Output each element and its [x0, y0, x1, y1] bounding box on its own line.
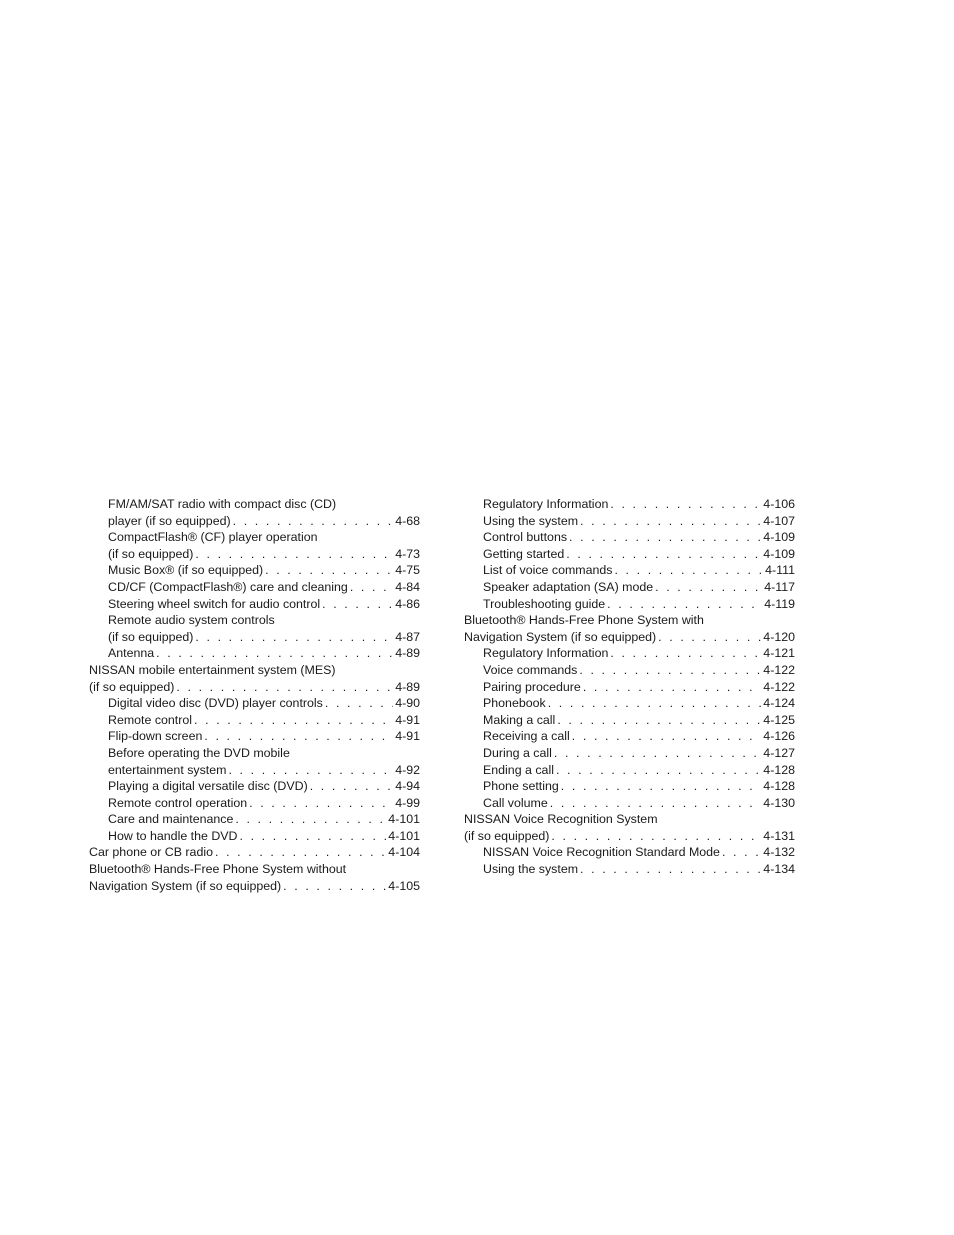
toc-page-number[interactable]: 4-117: [764, 579, 795, 594]
toc-entry-title: Bluetooth® Hands-Free Phone System with: [464, 613, 704, 628]
toc-entry-ending-a-call[interactable]: [464, 762, 795, 779]
toc-entry-before-operating-the-dvd-mobile-entertainment-system[interactable]: [89, 745, 420, 778]
toc-entry-title: (if so equipped): [108, 546, 194, 561]
toc-page-number[interactable]: 4-99: [395, 795, 420, 810]
toc-entry-nissan-mobile-entertainment-system-mes-if-so-equipped[interactable]: [89, 662, 420, 695]
toc-entry-line: [108, 579, 420, 596]
toc-entry-line: [108, 562, 420, 579]
toc-entry-line: [89, 844, 420, 861]
toc-entry-line: [108, 596, 420, 613]
toc-entry-line: [89, 861, 420, 878]
dot-leader: [722, 844, 761, 861]
toc-entry-during-a-call[interactable]: [464, 745, 795, 762]
toc-entry-title: Ending a call: [483, 762, 554, 777]
toc-page-number[interactable]: 4-106: [763, 497, 795, 511]
toc-entry-bluetooth-hands-free-phone-system-without-navigation-system-if-so-equipped[interactable]: [89, 861, 420, 894]
toc-entry-using-the-system[interactable]: [464, 513, 795, 530]
dot-leader: [265, 562, 393, 579]
dot-leader: [583, 679, 761, 696]
toc-entry-line: [483, 695, 795, 712]
toc-entry-digital-video-disc-dvd-player-controls[interactable]: [89, 695, 420, 712]
dot-leader: [554, 745, 761, 762]
toc-page-number[interactable]: 4-86: [395, 596, 420, 611]
dot-leader: [572, 728, 762, 745]
dot-leader: [550, 795, 762, 812]
dot-leader: [325, 695, 393, 712]
toc-entry-remote-control-operation[interactable]: [89, 795, 420, 812]
toc-entry-line: [483, 579, 795, 596]
dot-leader: [283, 878, 386, 895]
toc-page-number[interactable]: 4-92: [395, 762, 420, 777]
dot-leader: [610, 496, 761, 513]
toc-entry-line: [108, 745, 420, 762]
toc-entry-title: Phonebook: [483, 696, 546, 711]
dot-leader: [580, 513, 761, 530]
toc-page-number[interactable]: 4-107: [763, 513, 795, 528]
toc-entry-line: [108, 629, 420, 646]
toc-entry-line: [108, 645, 420, 662]
toc-entry-title: Antenna: [108, 646, 155, 661]
toc-page-number[interactable]: 4-104: [388, 845, 420, 860]
dot-leader: [561, 778, 762, 795]
toc-entry-line: [483, 662, 795, 679]
toc-entry-line: [483, 562, 795, 579]
toc-entry-title: Playing a digital versatile disc (DVD): [108, 779, 308, 794]
toc-page-number[interactable]: 4-120: [763, 629, 795, 644]
dot-leader: [235, 811, 386, 828]
toc-entry-title: Music Box® (if so equipped): [108, 563, 264, 578]
toc-entry-line: [464, 811, 795, 828]
toc-entry-title: Control buttons: [483, 530, 568, 545]
toc-entry-line: [483, 844, 795, 861]
dot-leader: [195, 629, 393, 646]
toc-entry-line: [483, 762, 795, 779]
toc-entry-line: [483, 728, 795, 745]
toc-entry-line: [483, 745, 795, 762]
toc-entry-title: Bluetooth® Hands-Free Phone System without: [89, 862, 347, 877]
toc-entry-line: [108, 529, 420, 546]
toc-page-number[interactable]: 4-122: [763, 679, 795, 694]
toc-entry-title: Remote control: [108, 712, 193, 727]
toc-page-number[interactable]: 4-94: [395, 779, 420, 794]
toc-entry-music-box-if-so-equipped[interactable]: [89, 562, 420, 579]
toc-entry-title: Phone setting: [483, 779, 559, 794]
dot-leader: [548, 695, 762, 712]
toc-page-number[interactable]: 4-75: [395, 563, 420, 578]
toc-entry-title: Regulatory Information: [483, 646, 609, 661]
toc-entry-title: (if so equipped): [464, 828, 550, 843]
toc-entry-line: [483, 645, 795, 662]
toc-page-number[interactable]: 4-128: [763, 779, 795, 794]
toc-entry-line: [483, 712, 795, 729]
toc-entry-speaker-adaptation-sa-mode[interactable]: [464, 579, 795, 596]
dot-leader: [551, 828, 761, 845]
toc-entry-title: Navigation System (if so equipped): [89, 878, 282, 893]
toc-column-left: [89, 496, 420, 894]
dot-leader: [204, 728, 393, 745]
toc-entry-receiving-a-call[interactable]: [464, 728, 795, 745]
toc-page-number[interactable]: 4-109: [763, 530, 795, 545]
toc-entry-playing-a-digital-versatile-disc-dvd[interactable]: [89, 778, 420, 795]
toc-entry-making-a-call[interactable]: [464, 712, 795, 729]
toc-entry-title: Steering wheel switch for audio control: [108, 596, 321, 611]
toc-entry-regulatory-information[interactable]: [464, 645, 795, 662]
toc-column-right: [464, 496, 795, 878]
toc-entry-list-of-voice-commands[interactable]: [464, 562, 795, 579]
toc-entry-title: (if so equipped): [89, 679, 175, 694]
toc-entry-car-phone-or-cb-radio[interactable]: [89, 844, 420, 861]
dot-leader: [580, 861, 761, 878]
toc-entry-title: Remote control operation: [108, 795, 248, 810]
toc-page-number[interactable]: 4-105: [388, 878, 420, 893]
toc-entry-title: Receiving a call: [483, 729, 570, 744]
toc-entry-line: [464, 612, 795, 629]
dot-leader: [655, 579, 762, 596]
dot-leader: [566, 546, 761, 563]
toc-entry-line: [108, 496, 420, 513]
toc-entry-control-buttons[interactable]: [464, 529, 795, 546]
toc-entry-getting-started[interactable]: [464, 546, 795, 563]
toc-entry-line: [108, 728, 420, 745]
toc-entry-title: Speaker adaptation (SA) mode: [483, 579, 654, 594]
toc-page-number[interactable]: 4-68: [395, 513, 420, 528]
toc-entry-steering-wheel-switch-for-audio-control[interactable]: [89, 596, 420, 613]
toc-entry-nissan-voice-recognition-standard-mode[interactable]: [464, 844, 795, 861]
dot-leader: [556, 762, 761, 779]
toc-entry-flip-down-screen[interactable]: [89, 728, 420, 745]
dot-leader: [240, 828, 387, 845]
dot-leader: [658, 629, 761, 646]
dot-leader: [176, 679, 393, 696]
dot-leader: [557, 712, 761, 729]
toc-entry-title: player (if so equipped): [108, 513, 231, 528]
toc-page-number[interactable]: 4-89: [395, 679, 420, 694]
toc-entry-line: [108, 795, 420, 812]
toc-page-number[interactable]: 4-119: [764, 596, 795, 611]
toc-entry-call-volume[interactable]: [464, 795, 795, 812]
toc-entry-title: Digital video disc (DVD) player controls: [108, 696, 323, 711]
toc-entry-using-the-system[interactable]: [464, 861, 795, 878]
toc-page-number[interactable]: 4-84: [395, 579, 420, 594]
toc-entry-cd-cf-compactflash-care-and-cleaning[interactable]: [89, 579, 420, 596]
dot-leader: [195, 546, 393, 563]
toc-entry-line: [108, 778, 420, 795]
toc-entry-title: Before operating the DVD mobile: [108, 745, 290, 760]
toc-entry-compactflash-cf-player-operation-if-so-equipped[interactable]: [89, 529, 420, 562]
toc-page-number[interactable]: 4-91: [395, 729, 420, 744]
toc-entry-title: Making a call: [483, 712, 556, 727]
toc-entry-line: [108, 695, 420, 712]
dot-leader: [194, 712, 393, 729]
toc-page-number[interactable]: 4-128: [763, 762, 795, 777]
toc-page-number[interactable]: 4-101: [388, 828, 420, 843]
toc-entry-title: Call volume: [483, 795, 548, 810]
toc-entry-regulatory-information[interactable]: [464, 496, 795, 513]
toc-entry-line: [483, 513, 795, 530]
toc-entry-title: How to handle the DVD: [108, 828, 238, 843]
toc-entry-title: Pairing procedure: [483, 679, 581, 694]
toc-entry-phonebook[interactable]: [464, 695, 795, 712]
toc-entry-title: Using the system: [483, 862, 579, 877]
toc-entry-phone-setting[interactable]: [464, 778, 795, 795]
toc-entry-line: [89, 679, 420, 696]
dot-leader: [310, 778, 393, 795]
dot-leader: [233, 513, 394, 530]
toc-page-number[interactable]: 4-87: [395, 629, 420, 644]
toc-entry-title: NISSAN Voice Recognition Standard Mode: [483, 845, 720, 860]
toc-entry-line: [108, 546, 420, 563]
toc-page-number[interactable]: 4-130: [763, 795, 795, 810]
toc-entry-title: Car phone or CB radio: [89, 845, 213, 860]
toc-entry-title: Remote audio system controls: [108, 613, 275, 628]
toc-entry-line: [108, 513, 420, 530]
toc-entry-title: Troubleshooting guide: [483, 596, 606, 611]
toc-entry-troubleshooting-guide[interactable]: [464, 596, 795, 613]
toc-entry-bluetooth-hands-free-phone-system-with-navigation-system-if-so-equipped[interactable]: [464, 612, 795, 645]
dot-leader: [350, 579, 393, 596]
toc-entry-line: [89, 878, 420, 895]
toc-entry-care-and-maintenance[interactable]: [89, 811, 420, 828]
toc-entry-title: Care and maintenance: [108, 812, 234, 827]
toc-entry-line: [483, 795, 795, 812]
toc-page-number[interactable]: 4-134: [763, 862, 795, 877]
toc-entry-title: Getting started: [483, 546, 565, 561]
toc-entry-line: [483, 861, 795, 878]
toc-entry-line: [89, 662, 420, 679]
toc-entry-title: Using the system: [483, 513, 579, 528]
toc-page-number[interactable]: 4-101: [388, 812, 420, 827]
dot-leader: [322, 596, 393, 613]
toc-entry-voice-commands[interactable]: [464, 662, 795, 679]
toc-entry-remote-audio-system-controls-if-so-equipped[interactable]: [89, 612, 420, 645]
dot-leader: [579, 662, 761, 679]
toc-entry-title: Flip-down screen: [108, 729, 203, 744]
toc-entry-title: CD/CF (CompactFlash®) care and cleaning: [108, 579, 348, 594]
toc-entry-title: NISSAN mobile entertainment system (MES): [89, 662, 336, 677]
toc-entry-line: [108, 811, 420, 828]
toc-entry-line: [483, 546, 795, 563]
toc-entry-title: Regulatory Information: [483, 497, 609, 511]
toc-page-number[interactable]: 4-109: [763, 546, 795, 561]
dot-leader: [607, 596, 762, 613]
toc-entry-title: Navigation System (if so equipped): [464, 629, 657, 644]
toc-entry-line: [483, 596, 795, 613]
toc-page-number[interactable]: 4-73: [395, 546, 420, 561]
toc-page-number[interactable]: 4-91: [395, 712, 420, 727]
toc-page-number[interactable]: 4-90: [395, 696, 420, 711]
toc-entry-title: During a call: [483, 745, 552, 760]
toc-entry-line: [108, 762, 420, 779]
toc-entry-line: [464, 629, 795, 646]
toc-page-number[interactable]: 4-111: [765, 563, 795, 578]
toc-entry-antenna[interactable]: [89, 645, 420, 662]
toc-entry-line: [108, 828, 420, 845]
toc-entry-fm-am-sat-radio-with-compact-disc-cd-player-if-so-equipped[interactable]: [89, 496, 420, 529]
toc-entry-title: NISSAN Voice Recognition System: [464, 812, 658, 827]
toc-entry-nissan-voice-recognition-system-if-so-equipped[interactable]: [464, 811, 795, 844]
toc-entry-pairing-procedure[interactable]: [464, 679, 795, 696]
toc-entry-line: [483, 496, 795, 513]
toc-entry-line: [483, 529, 795, 546]
toc-page-number[interactable]: 4-132: [763, 845, 795, 860]
dot-leader: [156, 645, 393, 662]
toc-entry-line: [464, 828, 795, 845]
toc-entry-line: [108, 612, 420, 629]
dot-leader: [569, 529, 761, 546]
toc-entry-title: CompactFlash® (CF) player operation: [108, 530, 318, 545]
toc-entry-title: entertainment system: [108, 762, 227, 777]
dot-leader: [228, 762, 393, 779]
toc-entry-title: Voice commands: [483, 662, 578, 677]
toc-page-number[interactable]: 4-126: [763, 729, 795, 744]
toc-page-number[interactable]: 4-121: [763, 646, 795, 661]
dot-leader: [249, 795, 393, 812]
toc-entry-remote-control[interactable]: [89, 712, 420, 729]
dot-leader: [215, 844, 386, 861]
toc-entry-how-to-handle-the-dvd[interactable]: [89, 828, 420, 845]
toc-page-number[interactable]: 4-131: [763, 828, 795, 843]
toc-entry-title: (if so equipped): [108, 629, 194, 644]
toc-page-number[interactable]: 4-89: [395, 646, 420, 661]
toc-entry-line: [483, 778, 795, 795]
toc-entry-title: List of voice commands: [483, 563, 613, 578]
toc-entry-line: [483, 679, 795, 696]
toc-page-number[interactable]: 4-127: [763, 745, 795, 760]
toc-page-number[interactable]: 4-122: [763, 662, 795, 677]
dot-leader: [610, 645, 761, 662]
dot-leader: [614, 562, 763, 579]
toc-page-number[interactable]: 4-125: [763, 712, 795, 727]
toc-page-number[interactable]: 4-124: [763, 696, 795, 711]
toc-entry-line: [108, 712, 420, 729]
toc-entry-title: FM/AM/SAT radio with compact disc (CD): [108, 497, 337, 511]
